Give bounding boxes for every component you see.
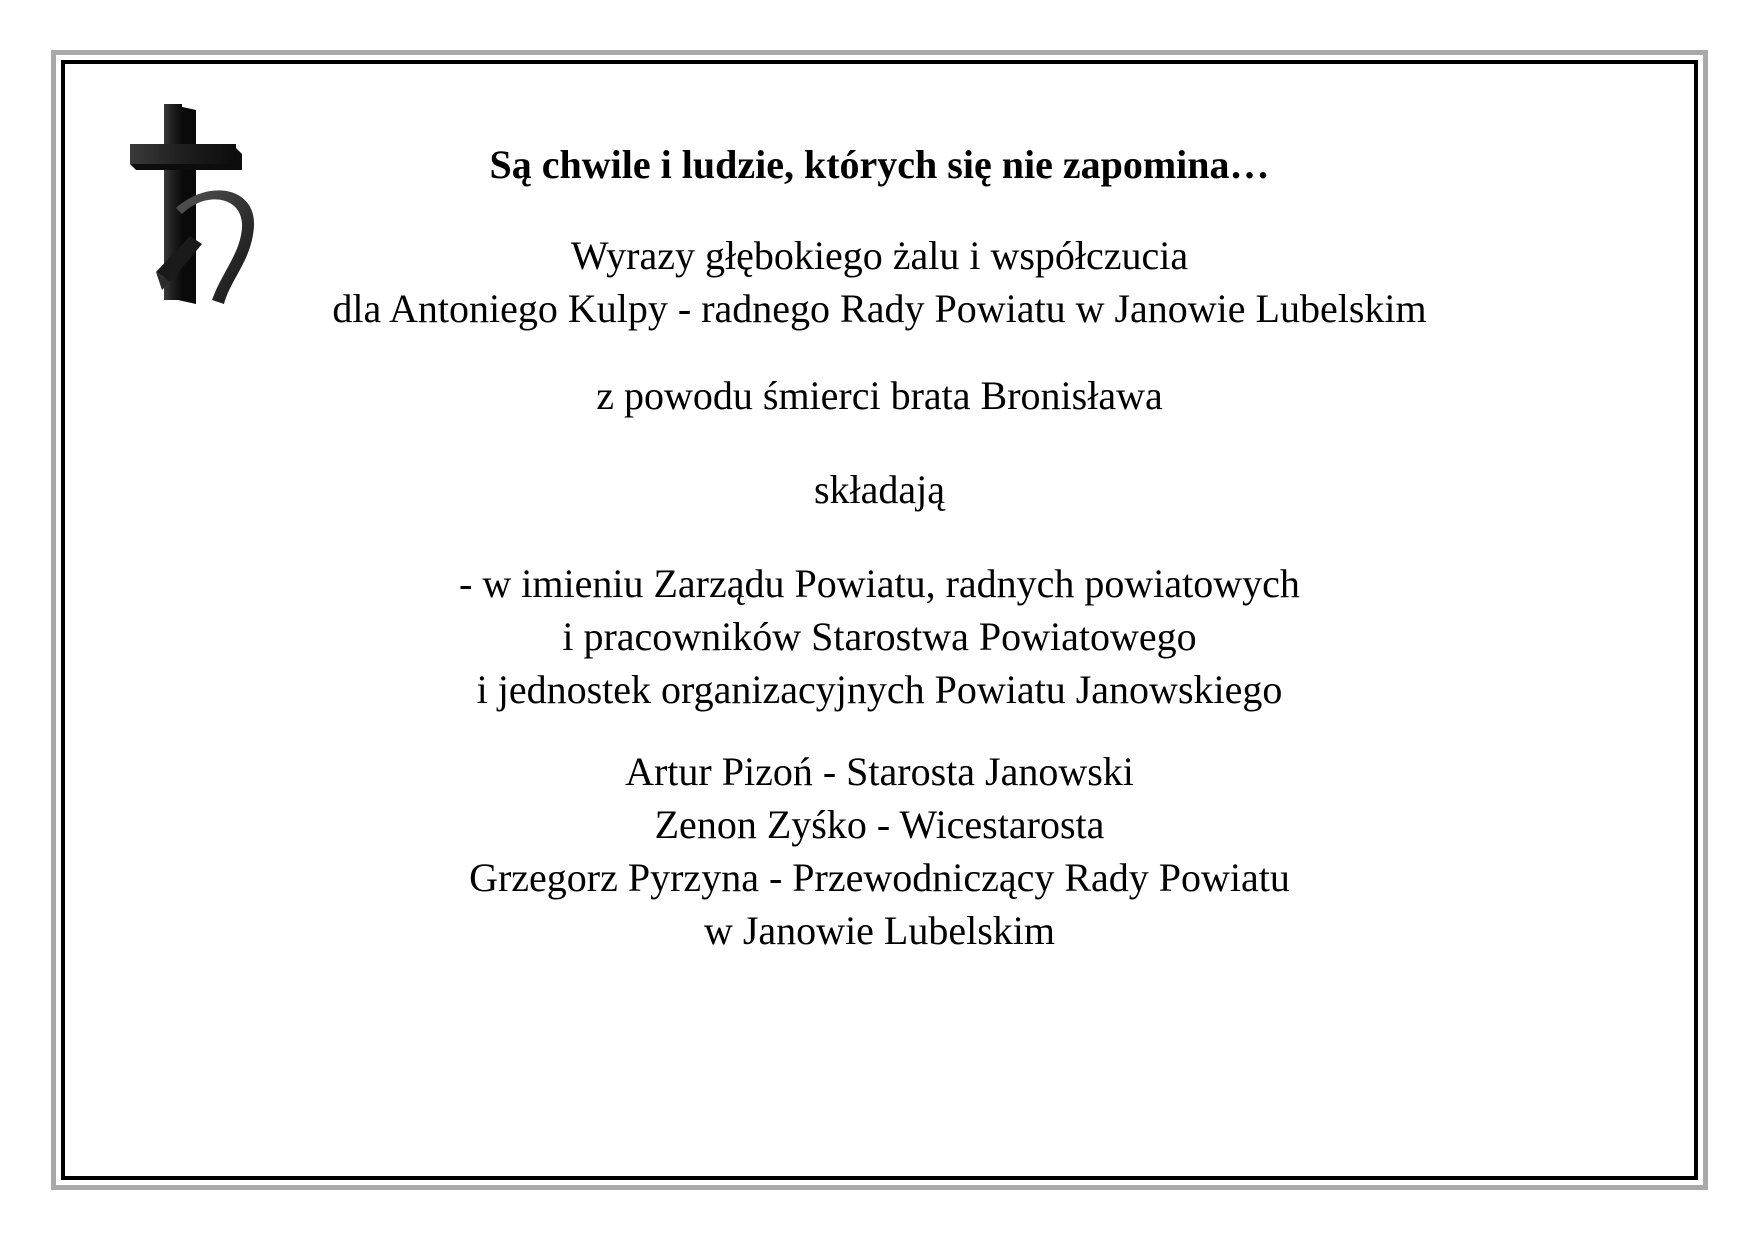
signature-line: Artur Pizoń - Starosta Janowski bbox=[625, 749, 1134, 794]
on-behalf-line: i jednostek organizacyjnych Powiatu Janowskiego bbox=[476, 667, 1283, 712]
headline-block bbox=[61, 138, 1698, 191]
verb-line: składają bbox=[813, 467, 946, 512]
reason-block bbox=[61, 369, 1698, 422]
signature-line: Zenon Zyśko - Wicestarosta bbox=[654, 802, 1105, 847]
on-behalf-line: i pracowników Starostwa Powiatowego bbox=[562, 614, 1197, 659]
on-behalf-block bbox=[61, 557, 1698, 716]
signature-line: w Janowie Lubelskim bbox=[703, 908, 1056, 953]
on-behalf-line: - w imieniu Zarządu Powiatu, radnych powiatowych bbox=[459, 561, 1300, 606]
condolence-line: Wyrazy głębokiego żalu i współczucia bbox=[570, 233, 1189, 278]
condolence-line: dla Antoniego Kulpy - radnego Rady Powiatu w Janowie Lubelskim bbox=[332, 286, 1427, 331]
headline: Są chwile i ludzie, których się nie zapomina… bbox=[489, 142, 1270, 187]
reason-line: z powodu śmierci brata Bronisława bbox=[596, 373, 1163, 418]
signatures-block bbox=[61, 745, 1698, 957]
verb-block bbox=[61, 463, 1698, 516]
condolence-block bbox=[61, 229, 1698, 335]
signature-line: Grzegorz Pyrzyna - Przewodniczący Rady Powiatu bbox=[469, 855, 1290, 900]
